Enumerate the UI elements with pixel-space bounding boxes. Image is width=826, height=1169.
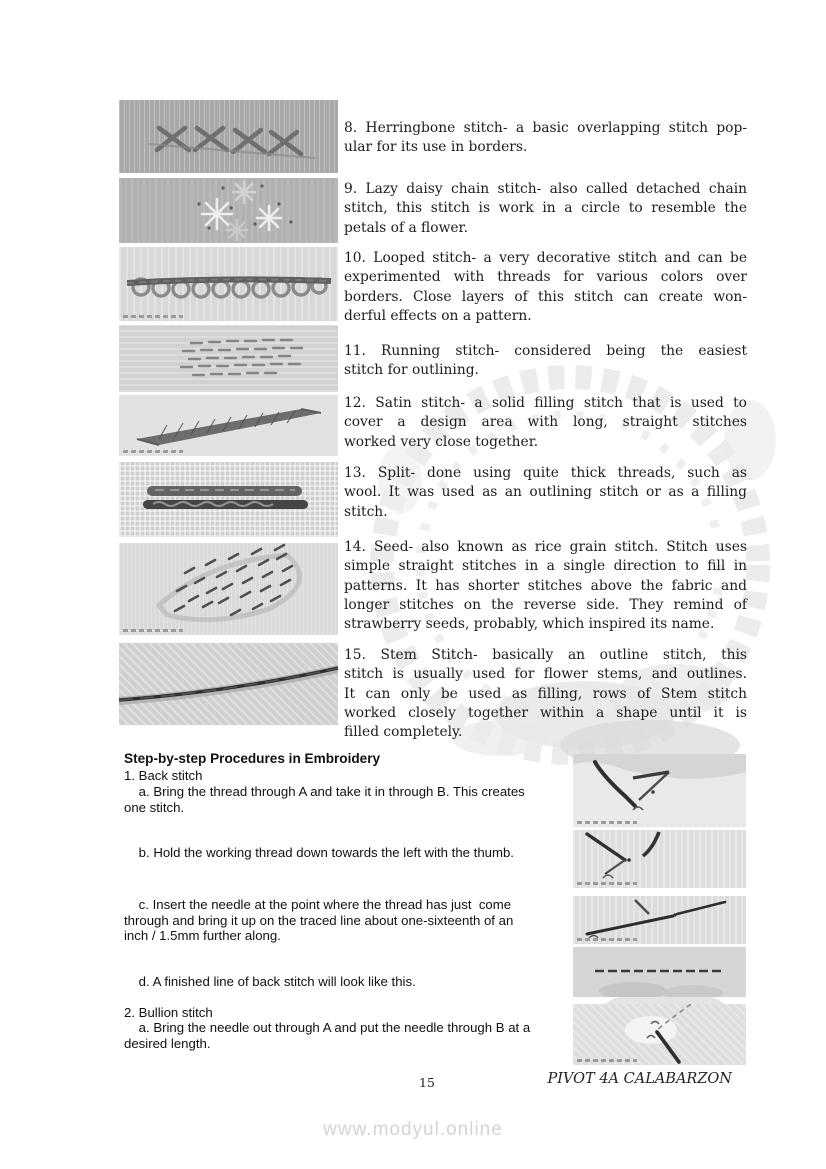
looped-stitch-image <box>119 247 338 321</box>
page-number: 15 <box>419 1075 435 1090</box>
back-stitch-step-c: c. Insert the needle at the point where the thread has just come through and bring it up on the traced line about one-sixteenth of an inch / 1.5mm further along. <box>124 897 514 943</box>
stitch-item-seed: 14. Seed- also known as rice grain stitch. Stitch uses simple straight stitches in a single direction to fill in patterns. It has shorter stitches above the fabric and longer stitches on the reverse side. They remind of strawberry seeds, probably, which inspired its name. <box>344 539 747 633</box>
bullion-stitch-step-a-image <box>573 1004 746 1065</box>
photo-credit-smudge <box>577 938 637 941</box>
photo-credit-smudge <box>123 315 183 318</box>
procedures-heading: Step-by-step Procedures in Embroidery <box>124 751 381 766</box>
photo-credit-smudge <box>577 1059 637 1062</box>
stem-stitch-image <box>119 643 338 725</box>
back-stitch-step-b-image <box>573 830 746 888</box>
photo-credit-smudge <box>577 821 637 824</box>
stitch-item-running: 11. Running stitch- considered being the easiest stitch for outlining. <box>344 343 747 379</box>
stitch-item-herringbone: 8. Herringbone stitch- a basic overlapping stitch pop- ular for its use in borders. <box>344 120 747 156</box>
stitch-item-split: 13. Split- done using quite thick threads, such as wool. It was used as an outlining stitch or as a filling stitch. <box>344 465 747 520</box>
back-stitch-step-b: b. Hold the working thread down towards the left with the thumb. <box>124 845 514 860</box>
bullion-stitch-step-a: a. Bring the needle out through A and put the needle through B at a desired length. <box>124 1020 531 1051</box>
stitch-item-lazy-daisy: 9. Lazy daisy chain stitch- also called detached chain stitch, this stitch is work in a circle to resemble the petals of a flower. <box>344 181 747 236</box>
stitch-item-looped: 10. Looped stitch- a very decorative stitch and can be experimented with threads for various colors over borders. Close layers of this stitch can create won- derful effects on a pattern. <box>344 250 747 324</box>
back-stitch-step-d-image <box>573 947 746 997</box>
footer-brand: PIVOT 4A CALABARZON <box>547 1071 732 1087</box>
back-stitch-step-a-image <box>573 754 746 827</box>
lazy-daisy-stitch-image <box>119 178 338 243</box>
stitch-item-satin: 12. Satin stitch- a solid filling stitch that is used to cover a design area with long, straight stitches worked very close together. <box>344 395 747 450</box>
back-stitch-step-c-image <box>573 896 746 944</box>
back-stitch-step-a: a. Bring the thread through A and take it in through B. This creates one stitch. <box>124 784 525 815</box>
photo-credit-smudge <box>123 629 183 632</box>
seed-stitch-image <box>119 543 338 635</box>
photo-credit-smudge <box>577 882 637 885</box>
stitch-item-stem: 15. Stem Stitch- basically an outline stitch, this stitch is usually used for flower stems, and outlines. It can only be used as filling, rows of Stem stitch worked closely together within a shape until it is filled completely. <box>344 647 747 741</box>
site-watermark: www.modyul.online <box>323 1119 503 1140</box>
satin-stitch-image <box>119 395 338 456</box>
photo-credit-smudge <box>123 450 183 453</box>
bullion-stitch-title: 2. Bullion stitch <box>124 1005 213 1020</box>
running-stitch-image <box>119 325 338 392</box>
back-stitch-step-d: d. A finished line of back stitch will look like this. <box>124 974 416 989</box>
split-stitch-image <box>119 462 338 537</box>
back-stitch-title: 1. Back stitch <box>124 768 203 783</box>
herringbone-stitch-image <box>119 100 338 173</box>
